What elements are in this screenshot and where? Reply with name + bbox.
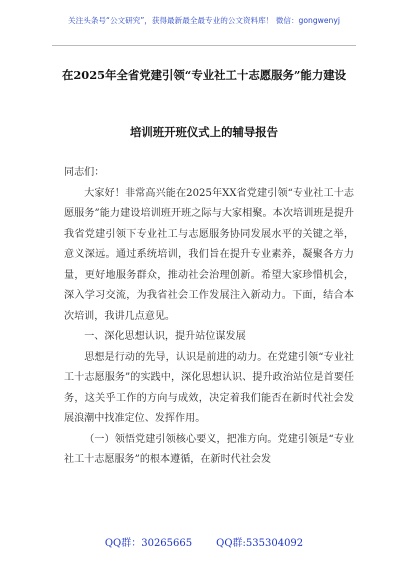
document-title-line2: 培训班开班仪式上的辅导报告 xyxy=(129,125,279,139)
footer-contacts xyxy=(0,534,408,549)
qq-group-2: QQ群:535304092 xyxy=(216,538,304,549)
document-title-line1: 在2025年全省党建引领“专业社工十志愿服务”能力建设 xyxy=(61,68,346,82)
header-banner: 关注头条号“公文研究”，获得最新最全最专业的公文资料库！ 微信：gongwenyj xyxy=(68,16,340,25)
paragraph-thought: 思想是行动的先导，认识是前进的动力。在党建引领“专业社工十志愿服务”的实践中，深化思想认识、提升政治站位是首要任务，这关乎工作的方向与成效，决定着我们能否在新时代社会发展浪潮中找准定位、发挥作用。 xyxy=(64,351,354,424)
qq-group-1: QQ群：30265665 xyxy=(104,538,193,549)
section-heading: 一、深化思想认识，提升站位谋发展 xyxy=(84,331,246,342)
paragraph-intro: 大家好！非常高兴能在2025年XX省党建引领“专业社工十志愿服务”能力建设培训班开班之际与大家相聚。本次培训班是提升我省党建引领下专业社工与志愿服务协同发展水平的关键之举，意义深远。通过系统培训，我们旨在提升专业素养，凝聚各方力量，更好地服务群众，推动社会治理创新。希望大家珍惜机会，深入学习交流，为我省社会工作发展注入新动力。下面，结合本次培训，我讲几点意见。 xyxy=(64,187,354,322)
header-divider xyxy=(52,45,356,46)
paragraph-subsection: （一）领悟党建引领核心要义，把准方向。党建引领是“专业社工十志愿服务”的根本遵循，在新时代社会发 xyxy=(64,433,354,465)
greeting: 同志们： xyxy=(64,167,105,178)
document-body xyxy=(64,163,354,471)
